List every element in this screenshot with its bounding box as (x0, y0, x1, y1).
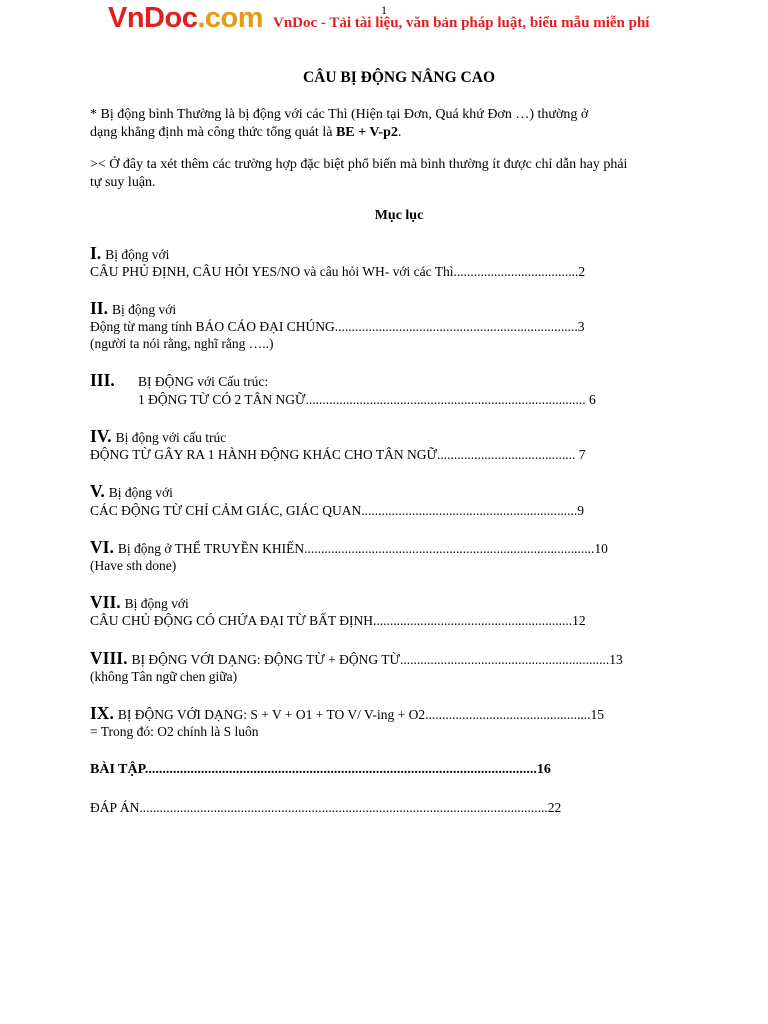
toc-entry-2-number: II. (90, 298, 108, 318)
toc-entry-7-link[interactable]: CÂU CHỦ ĐỘNG CÓ CHỨA ĐẠI TỪ BẤT ĐỊNH...........................................................12 (90, 613, 586, 628)
intro-paragraph (90, 106, 588, 142)
toc-entry-2-note: (người ta nói rằng, nghĩ rằng …..) (90, 336, 274, 351)
toc-entry-7-heading: Bị động với (124, 596, 189, 611)
toc-entry-4-link[interactable]: ĐỘNG TỪ GÂY RA 1 HÀNH ĐỘNG KHÁC CHO TÂN NGỮ......................................... 7 (90, 447, 586, 462)
toc-entry-1-head (90, 243, 169, 264)
logo-vn-text: VnDoc (108, 2, 198, 34)
intro-line-2-text: dạng khẳng định mà công thức tổng quát là (90, 125, 336, 140)
toc-entry-3-heading: BỊ ĐỘNG với Cấu trúc: (138, 374, 269, 389)
toc-entry-2-heading: Bị động với (112, 302, 177, 317)
logo-dotcom-text: .com (197, 2, 264, 34)
toc-entry-1-number: I. (90, 243, 102, 263)
header-tagline: VnDoc - Tải tài liệu, văn bản pháp luật, biểu mẫu miễn phí (273, 15, 650, 31)
page-number: 1 (381, 3, 387, 17)
toc-entry-6-link[interactable]: Bị động ở THỂ TRUYỀN KHIẾN......................................................................................10 (117, 541, 608, 556)
toc-entry-4-head (90, 426, 226, 447)
toc-entry-5-link[interactable]: CÁC ĐỘNG TỪ CHỈ CẢM GIÁC, GIÁC QUAN................................................................9 (90, 503, 584, 518)
toc-entry-3-link[interactable]: 1 ĐỘNG TỪ CÓ 2 TÂN NGỮ................................................................................... 6 (138, 392, 596, 407)
note-line-2: tự suy luận. (90, 175, 156, 190)
toc-entry-9-head (90, 703, 604, 724)
toc-entry-8-number: VIII. (90, 648, 128, 668)
toc-entry-bai-tap[interactable]: BÀI TẬP................................................................................................................16 (90, 762, 551, 777)
toc-entry-5-head (90, 481, 173, 502)
toc-entry-1-heading: Bị động với (105, 247, 170, 262)
toc-entry-3-number (90, 370, 115, 391)
intro-formula: BE + V-p2 (335, 125, 398, 140)
note-paragraph (90, 156, 627, 192)
toc-entry-8-note: (không Tân ngữ chen giữa) (90, 669, 238, 684)
toc-entry-9-number: IX. (90, 703, 114, 723)
note-line-1: >< Ở đây ta xét thêm các trường hợp đặc biệt phổ biến mà bình thường ít được chỉ dẫn hay phải (90, 157, 628, 172)
intro-line-2-end: . (397, 125, 402, 140)
toc-entry-6-note: (Have sth done) (90, 558, 177, 573)
toc-title: Mục lục (374, 208, 424, 223)
toc-entry-8-head (90, 648, 623, 669)
toc-entry-8-link[interactable]: BỊ ĐỘNG VỚI DẠNG: ĐỘNG TỪ + ĐỘNG TỪ..............................................................13 (131, 652, 623, 667)
toc-entry-5-number: V. (90, 481, 105, 501)
intro-line-2 (90, 124, 588, 142)
toc-entry-2-link[interactable]: Động từ mang tính BÁO CÁO ĐẠI CHÚNG........................................................................3 (90, 319, 585, 334)
toc-entry-4-heading: Bị động với cấu trúc (115, 430, 227, 445)
vndoc-logo[interactable] (108, 1, 263, 35)
toc-entry-7-head (90, 592, 189, 613)
document-title: CÂU BỊ ĐỘNG NÂNG CAO (302, 69, 496, 86)
toc-entry-4-number: IV. (90, 426, 112, 446)
intro-line-1: * Bị động bình Thường là bị động với các Thì (Hiện tại Đơn, Quá khứ Đơn …) thường ở (90, 107, 589, 122)
toc-entry-2-head (90, 298, 176, 319)
toc-entry-7-number: VII. (90, 592, 121, 612)
toc-entry-6-number: VI. (90, 537, 114, 557)
toc-entry-dap-an[interactable]: ĐÁP ÁN.........................................................................................................................22 (90, 800, 562, 815)
toc-entry-5-heading: Bị động với (108, 485, 173, 500)
toc-entry-9-note: = Trong đó: O2 chính là S luôn (90, 724, 259, 739)
toc-entry-6-head (90, 537, 608, 558)
toc-entry-3-number-text: III. (90, 370, 115, 390)
toc-entry-9-link[interactable]: BỊ ĐỘNG VỚI DẠNG: S + V + O1 + TO V/ V-ing + O2.................................................15 (117, 707, 604, 722)
toc-entry-1-link[interactable]: CÂU PHỦ ĐỊNH, CÂU HỎI YES/NO và câu hỏi WH- với các Thì.....................................2 (90, 264, 586, 279)
